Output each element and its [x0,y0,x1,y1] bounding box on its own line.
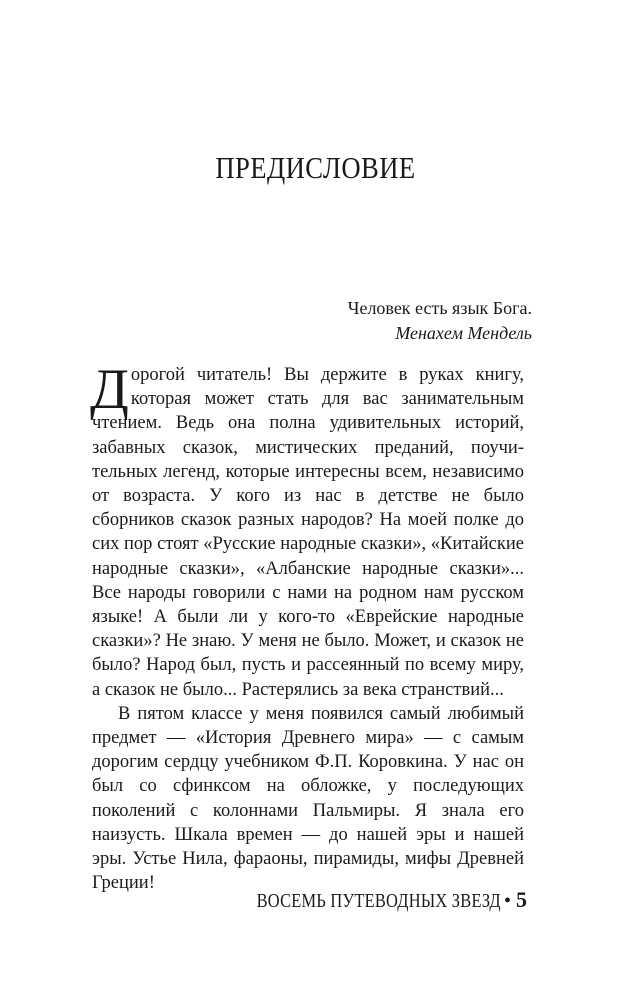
epigraph [348,296,532,346]
page-number: 5 [516,887,527,912]
epigraph-quote: Человек есть язык Бога. [347,298,532,318]
chapter-title: ПРЕДИСЛОВИЕ [215,150,416,185]
drop-cap: Д [90,358,129,421]
paragraph-2: В пятом классе у меня появился самый любимый предмет — «История Древнего мира» — с самым дорогим сердцу учебником Ф.П. Коровкина. У нас он был со сфинксом на обложке, у последующих поколений с колоннами Пальмиры. Я знала его наизусть. Шкала времен — до нашей эры и нашей эры. Устье Нила, фараоны, пирамиды, мифы Древней Греции! [92,703,524,894]
paragraph-1 [90,358,524,702]
paragraph-1-text: орогой читатель! Вы держите в руках книгу, которая может стать для вас занимательным чтением. Ведь она полна удивительных историй, забавных сказок, мистических преданий, поучительных легенд, которые интересны всем, независимо от возраста. У кого из нас в детстве не было сборников сказок разных народов? На моей полке до сих пор стоят «Русские народные сказки», «Китайские народные сказки», «Албанские народные сказки»... Все народы говорили с нами на родном нам русском языке! А были ли у кого-то «Еврейские народные сказки»? Не знаю. У меня не было. Может, и сказок не было? Народ был, пусть и рассеянный по всему миру, а сказок не было... Растерялись за века странствий... [92,365,524,700]
page-footer [203,887,527,913]
epigraph-author: Менахем Мендель [395,323,532,343]
running-title: ВОСЕМЬ ПУТЕВОДНЫХ ЗВЕЗД [256,890,501,912]
body-text [90,358,524,895]
bullet-separator: • [503,890,511,912]
